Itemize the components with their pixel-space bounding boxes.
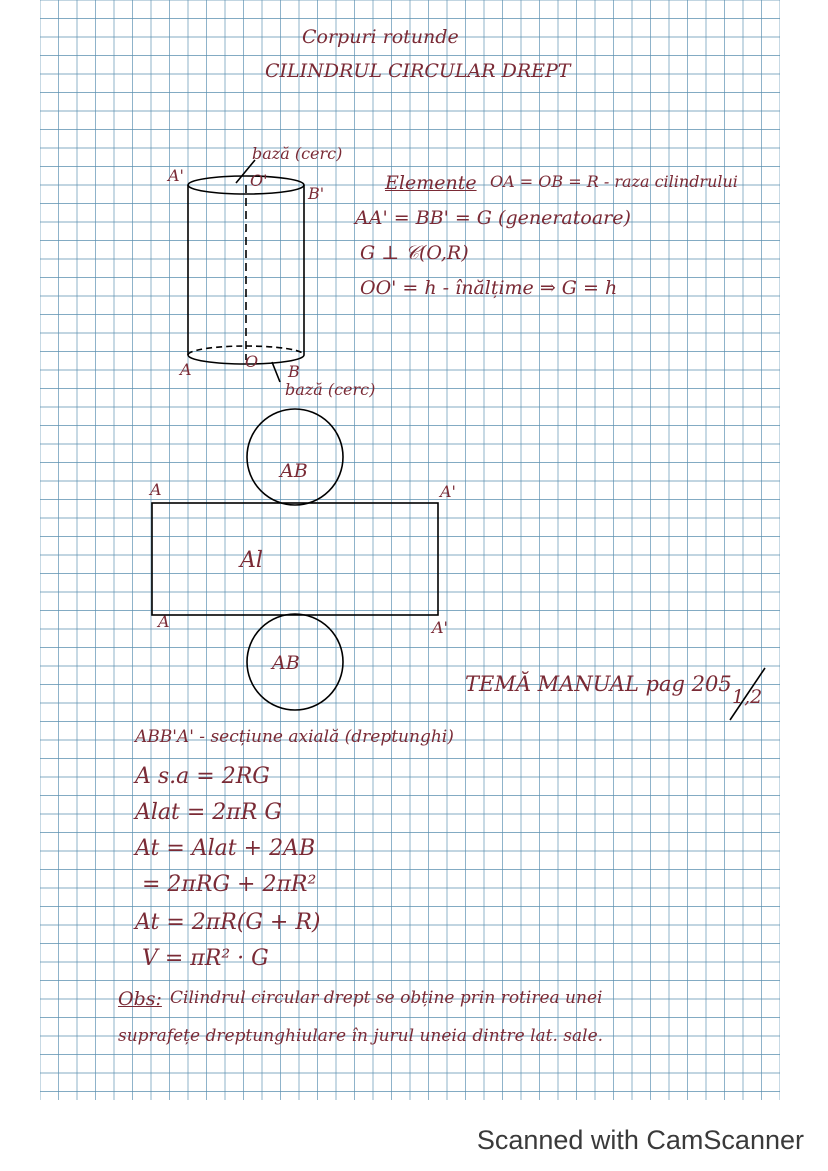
page-title: CILINDRUL CIRCULAR DREPT [265, 60, 571, 82]
elements-height: OO' = h - înălțime ⇒ G = h [360, 277, 618, 299]
observation-line-2: suprafețe dreptunghiulare în jurul uneia dintre lat. sale. [118, 1026, 604, 1046]
rect-corner-top-left: A [150, 480, 162, 499]
elements-generatrix: AA' = BB' = G (generatoare) [355, 207, 631, 229]
formula-total-area: At = Alat + 2AB [135, 836, 316, 861]
formula-axial-area: A s.a = 2RG [135, 764, 270, 789]
lateral-surface-rectangle [152, 503, 438, 615]
scanner-watermark: Scanned with CamScanner [0, 1120, 828, 1171]
formula-total-factored: At = 2πR(G + R) [135, 910, 321, 935]
homework-note: TEMĂ MANUAL pag 205 [465, 672, 732, 696]
observation-line-1: Cilindrul circular drept se obține prin rotirea unei [170, 988, 603, 1008]
observation-label: Obs: [118, 988, 162, 1010]
point-o-prime-label: O' [250, 171, 268, 190]
point-b-prime-label: B' [308, 184, 325, 203]
elements-radius: OA = OB = R - raza cilindrului [490, 172, 738, 191]
lateral-area-label: Al [240, 548, 263, 573]
top-base-circle [247, 409, 343, 505]
point-a-label: A [180, 360, 192, 379]
rect-corner-bottom-right: A' [432, 618, 448, 637]
formula-total-expanded: = 2πRG + 2πR² [142, 872, 317, 897]
page-subtitle: Corpuri rotunde [302, 26, 459, 48]
point-a-prime-label: A' [168, 166, 184, 185]
point-b-label: B [288, 362, 300, 381]
elements-heading: Elemente [385, 172, 477, 194]
bottom-base-label: bază (cerc) [285, 380, 376, 399]
notebook-page [40, 0, 780, 1100]
top-base-label: bază (cerc) [252, 144, 343, 163]
formula-volume: V = πR² · G [142, 946, 269, 971]
bottom-circle-label: AB [272, 652, 300, 674]
rect-corner-top-right: A' [440, 482, 456, 501]
formula-axial-section: ABB'A' - secțiune axială (dreptunghi) [135, 727, 454, 747]
point-o-label: O [245, 352, 259, 371]
rect-corner-bottom-left: A [158, 612, 170, 631]
top-circle-label: AB [280, 460, 308, 482]
elements-perpendicular: G ⊥ 𝒞(O,R) [360, 242, 469, 264]
bottom-base-label-pointer [272, 362, 280, 382]
drawings [40, 0, 780, 1100]
homework-exercises: 1,2 [732, 686, 763, 708]
formula-lateral-area: Alat = 2πR G [135, 800, 282, 825]
